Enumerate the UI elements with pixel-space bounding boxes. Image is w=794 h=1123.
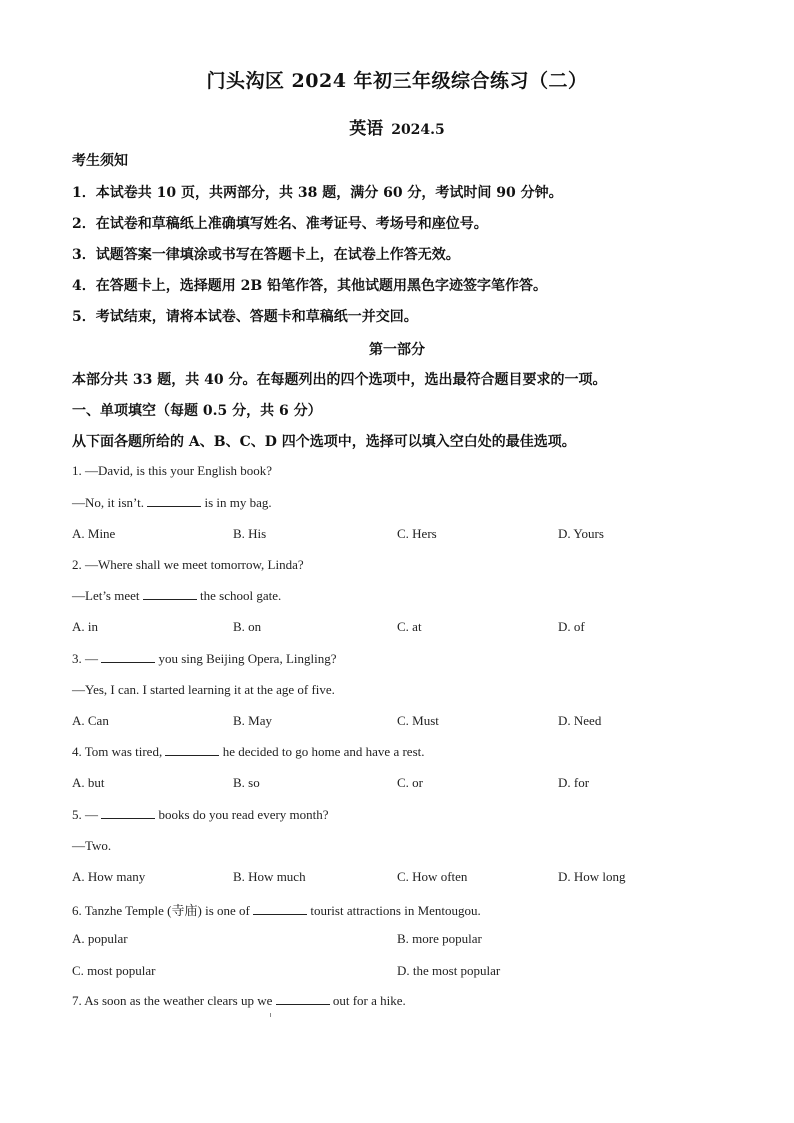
answer-blank xyxy=(143,588,197,600)
option-a: A. Mine xyxy=(72,526,116,541)
answer-blank xyxy=(101,807,155,819)
notice-item-2: 2．在试卷和草稿纸上准确填写姓名、准考证号、考场号和座位号。 xyxy=(72,216,488,232)
notice-item-5: 5．考试结束，请将本试卷、答题卡和草稿纸一并交回。 xyxy=(72,309,418,325)
option-c: C. How often xyxy=(397,869,468,884)
option-c: C. or xyxy=(397,775,423,790)
option-a: A. popular xyxy=(72,931,128,946)
option-c: C. at xyxy=(397,619,422,634)
option-d: D. Need xyxy=(558,713,602,728)
question-5-options xyxy=(72,869,732,887)
option-a: A. How many xyxy=(72,869,146,884)
option-b: B. May xyxy=(233,713,272,728)
option-b: B. How much xyxy=(233,869,306,884)
question-2-prompt: 2. —Where shall we meet tomorrow, Linda? xyxy=(72,557,304,572)
part-intro: 本部分共 33 题，共 40 分。在每题列出的四个选项中，选出最符合题目要求的一项。 xyxy=(72,372,607,388)
question-6-options-row-2 xyxy=(72,963,732,981)
option-a: A. Can xyxy=(72,713,109,728)
exam-subtitle xyxy=(0,114,794,139)
answer-blank xyxy=(276,993,330,1005)
exam-title: 门头沟区 2024 年初三年级综合练习（二） xyxy=(206,70,588,92)
subject-label: 英语 xyxy=(349,119,384,139)
question-3-options xyxy=(72,713,732,731)
notice-item-3: 3．试题答案一律填涂或书写在答题卡上，在试卷上作答无效。 xyxy=(72,247,460,263)
question-4-options xyxy=(72,775,732,793)
answer-blank xyxy=(101,651,155,663)
option-b: B. so xyxy=(233,775,260,790)
question-1-options xyxy=(72,526,732,544)
notice-item-4: 4．在答题卡上，选择题用 2B 铅笔作答，其他试题用黑色字迹签字笔作答。 xyxy=(72,278,548,294)
option-d: D. for xyxy=(558,775,590,790)
part-heading: 第一部分 xyxy=(369,342,425,358)
question-6-prompt: 6. Tanzhe Temple (寺庙) is one of tourist attractions in Mentougou. xyxy=(72,903,481,918)
section-title: 一、单项填空（每题 0.5 分，共 6 分） xyxy=(72,403,322,419)
option-d: D. Yours xyxy=(558,526,604,541)
question-3-response: —Yes, I can. I started learning it at the age of five. xyxy=(72,682,335,697)
option-a: A. but xyxy=(72,775,105,790)
question-2-options xyxy=(72,619,732,637)
page-mark xyxy=(270,1013,271,1017)
option-d: D. of xyxy=(558,619,585,634)
answer-blank xyxy=(165,744,219,756)
question-6-options-row-1 xyxy=(72,931,732,949)
option-d: D. How long xyxy=(558,869,626,884)
option-b: B. on xyxy=(233,619,262,634)
option-b: B. more popular xyxy=(397,931,482,946)
answer-blank xyxy=(253,903,307,915)
notice-item-1: 1．本试卷共 10 页，共两部分，共 38 题，满分 60 分，考试时间 90 分钟。 xyxy=(72,185,563,201)
question-2-response: —Let’s meet the school gate. xyxy=(72,588,282,603)
option-d: D. the most popular xyxy=(397,963,501,978)
option-c: C. most popular xyxy=(72,963,156,978)
option-c: C. Hers xyxy=(397,526,437,541)
option-a: A. in xyxy=(72,619,98,634)
question-5-prompt: 5. — books do you read every month? xyxy=(72,807,329,822)
question-4-prompt: 4. Tom was tired, he decided to go home and have a rest. xyxy=(72,744,425,759)
question-1-response: —No, it isn’t. is in my bag. xyxy=(72,495,272,510)
answer-blank xyxy=(147,495,201,507)
option-c: C. Must xyxy=(397,713,439,728)
exam-date: 2024.5 xyxy=(391,122,445,138)
question-5-response: —Two. xyxy=(72,838,112,853)
notice-heading: 考生须知 xyxy=(72,153,128,169)
question-3-prompt: 3. — you sing Beijing Opera, Lingling? xyxy=(72,651,337,666)
option-b: B. His xyxy=(233,526,267,541)
question-1-prompt: 1. —David, is this your English book? xyxy=(72,463,273,478)
question-7-prompt: 7. As soon as the weather clears up we out for a hike. xyxy=(72,993,406,1008)
section-instruction: 从下面各题所给的 A、B、C、D 四个选项中，选择可以填入空白处的最佳选项。 xyxy=(72,434,576,450)
